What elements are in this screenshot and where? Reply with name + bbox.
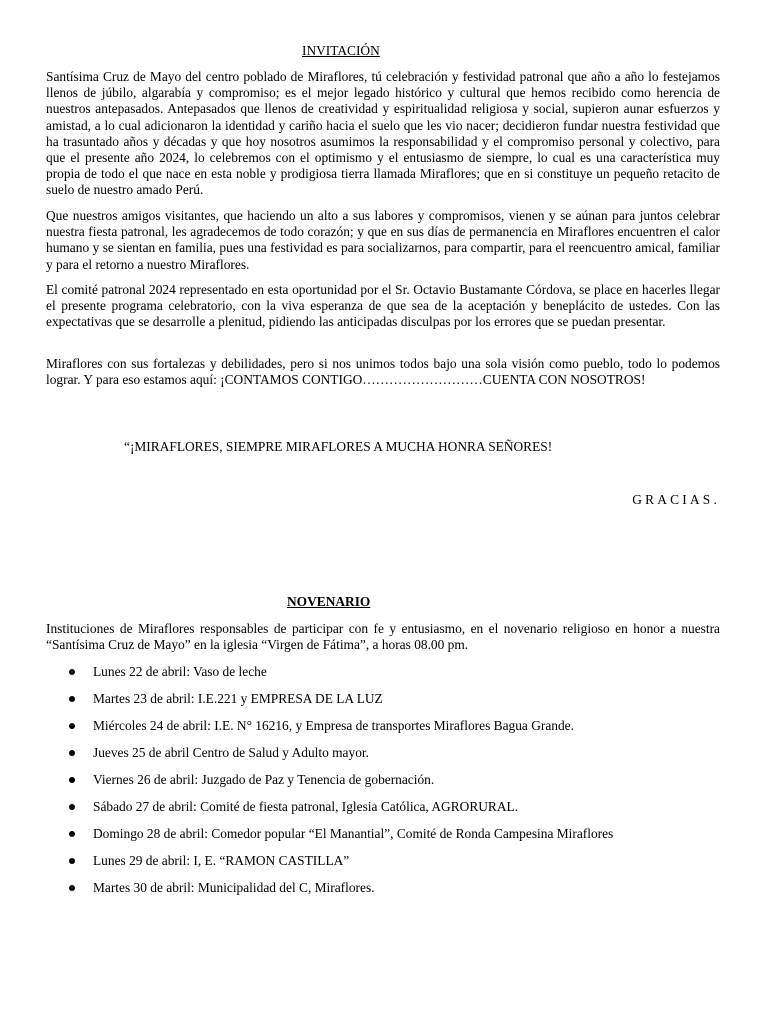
list-item xyxy=(46,664,720,691)
slogan: “¡MIRAFLORES, SIEMPRE MIRAFLORES A MUCHA HONRA SEÑORES! xyxy=(124,439,553,454)
list-item-text: Viernes 26 de abril: Juzgado de Paz y Tenencia de gobernación. xyxy=(93,772,435,787)
bullet-icon xyxy=(69,831,75,837)
bullet-icon xyxy=(69,777,75,783)
list-item-text: Martes 30 de abril: Municipalidad del C, Miraflores. xyxy=(93,880,375,895)
list-item-text: Domingo 28 de abril: Comedor popular “El Manantial”, Comité de Ronda Campesina Miraflores xyxy=(93,826,614,841)
bullet-icon xyxy=(69,885,75,891)
list-item xyxy=(46,745,720,772)
bullet-icon xyxy=(69,858,75,864)
bullet-icon xyxy=(69,750,75,756)
novenario-schedule-list xyxy=(46,664,720,907)
list-item-text: Jueves 25 de abril Centro de Salud y Adulto mayor. xyxy=(93,745,369,760)
list-item-text: Lunes 22 de abril: Vaso de leche xyxy=(93,664,267,679)
bullet-icon xyxy=(69,696,75,702)
list-item-text: Sábado 27 de abril: Comité de fiesta patronal, Iglesia Católica, AGRORURAL. xyxy=(93,799,519,814)
bullet-icon xyxy=(69,669,75,675)
list-item-text: Martes 23 de abril: I.E.221 y EMPRESA DE LA LUZ xyxy=(93,691,383,706)
list-item xyxy=(46,880,720,907)
novenario-intro: Instituciones de Miraflores responsables de participar con fe y entusiasmo, en el novenario religioso en honor a nuestra “Santísima Cruz de Mayo” en la iglesia “Virgen de Fátima”, a horas 08.00 pm. xyxy=(46,621,720,653)
novenario-title: NOVENARIO xyxy=(287,594,371,609)
list-item xyxy=(46,853,720,880)
list-item-text: Miércoles 24 de abril: I.E. N° 16216, y Empresa de transportes Miraflores Bagua Grande. xyxy=(93,718,574,733)
bullet-icon xyxy=(69,723,75,729)
invitation-paragraph-4: Miraflores con sus fortalezas y debilidades, pero si nos unimos todos bajo una sola visión como pueblo, todo lo podemos lograr. Y para eso estamos aquí: ¡CONTAMOS CONTIGO………………………CUENTA CON NOSOTROS! xyxy=(46,356,720,388)
list-item xyxy=(46,718,720,745)
list-item-text: Lunes 29 de abril: I, E. “RAMON CASTILLA” xyxy=(93,853,350,868)
invitation-title: INVITACIÓN xyxy=(302,43,380,58)
thanks-text: GRACIAS. xyxy=(632,492,720,507)
bullet-icon xyxy=(69,804,75,810)
invitation-paragraph-3: El comité patronal 2024 representado en esta oportunidad por el Sr. Octavio Bustamante Córdova, se place en hacerles llegar el presente programa celebratorio, con la viva esperanza de que sea de la aceptación y beneplácito de ustedes. Con las expectativas que se desarrolle a plenitud, pidiendo las anticipadas disculpas por los errores que se puedan presentar. xyxy=(46,282,720,330)
list-item xyxy=(46,772,720,799)
list-item xyxy=(46,691,720,718)
list-item xyxy=(46,799,720,826)
invitation-paragraph-1: Santísima Cruz de Mayo del centro poblado de Miraflores, tú celebración y festividad patronal que año a año lo festejamos llenos de júbilo, algarabía y compromiso; es el mejor legado histórico y cultural que hemos recibido como herencia de nuestros antepasados. Antepasados que llenos de creatividad y espiritualidad religiosa y social, supieron aunar esfuerzos y amistad, a lo cual adicionaron la identidad y cariño hacia el suelo que les vio nacer; decidieron fundar nuestra festividad que ha trasuntado años y décadas y que hoy nosotros asumimos la responsabilidad y el compromiso personal y colectivo, para que el presente año 2024, lo celebremos con el optimismo y el entusiasmo de siempre, lo cual es una característica muy propia de todo el que nace en esta noble y prodigiosa tierra llamada Miraflores; que en si constituye un pequeño retacito de suelo de nuestro amado Perú. xyxy=(46,69,720,198)
invitation-paragraph-2: Que nuestros amigos visitantes, que haciendo un alto a sus labores y compromisos, vienen y se aúnan para juntos celebrar nuestra fiesta patronal, les agradecemos de todo corazón; y que en sus días de permanencia en Miraflores encuentren el calor humano y se sientan en familia, pues una festividad es para socializarnos, para compartir, para el reencuentro amical, familiar y para el retorno a nuestro Miraflores. xyxy=(46,208,720,272)
list-item xyxy=(46,826,720,853)
